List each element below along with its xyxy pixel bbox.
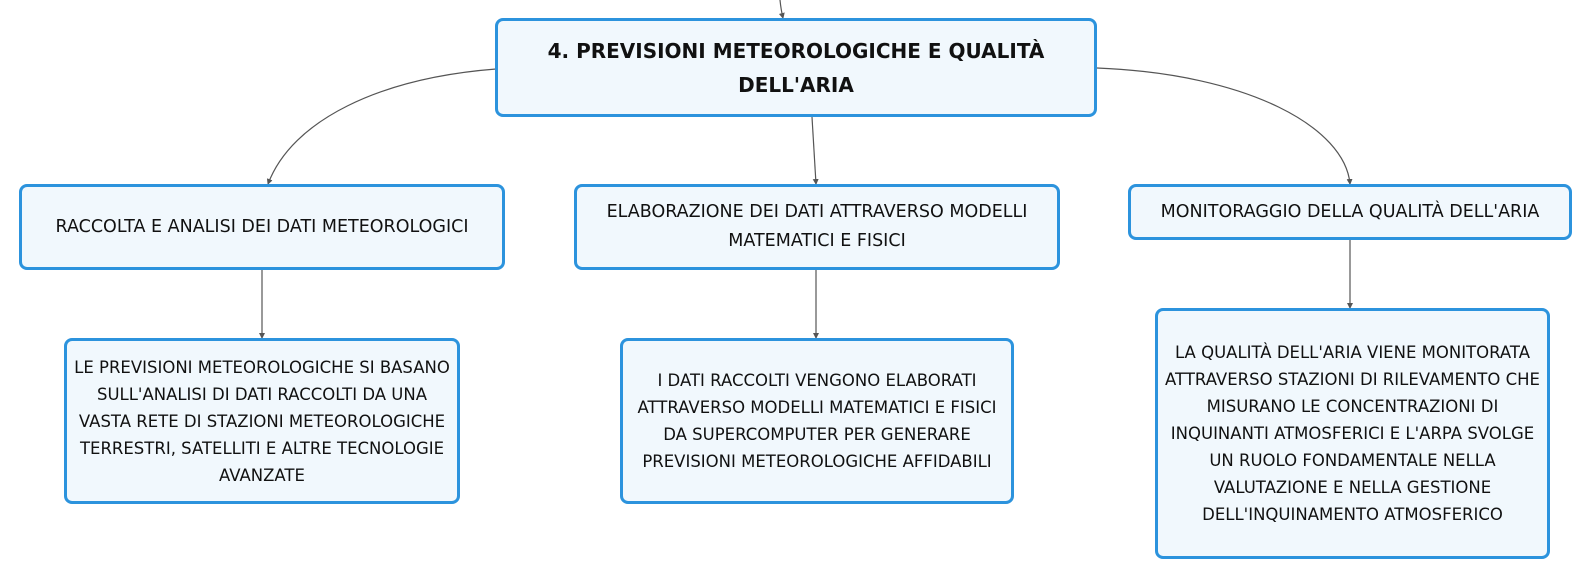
detail-text: LE PREVISIONI METEOROLOGICHE SI BASANO SULL'ANALISI DI DATI RACCOLTI DA UNA VASTA RETE DI STAZIONI METEOROLOGICHE TERRESTRI, SATELLITI E ALTRE TECNOLOGIE AVANZATE xyxy=(74,357,450,485)
branch-title: ELABORAZIONE DEI DATI ATTRAVERSO MODELLI MATEMATICI E FISICI xyxy=(606,202,1028,251)
branch-node-data-processing[interactable] xyxy=(574,184,1060,270)
detail-node-data-collection[interactable] xyxy=(64,338,460,504)
connector-central-to-branch-1 xyxy=(268,69,496,184)
branch-node-data-collection[interactable] xyxy=(19,184,505,270)
connector-from-parent xyxy=(780,0,783,18)
connector-central-to-branch-2 xyxy=(812,117,816,184)
central-topic-text: 4. PREVISIONI METEOROLOGICHE E QUALITÀ DELL'ARIA xyxy=(547,38,1045,97)
detail-node-data-processing[interactable] xyxy=(620,338,1014,504)
connector-central-to-branch-3 xyxy=(1097,68,1350,184)
detail-node-air-quality-monitoring[interactable] xyxy=(1155,308,1550,559)
detail-text: I DATI RACCOLTI VENGONO ELABORATI ATTRAVERSO MODELLI MATEMATICI E FISICI DA SUPERCOMPUTER PER GENERARE PREVISIONI METEOROLOGICHE AFFIDABILI xyxy=(637,371,997,471)
central-topic-node[interactable] xyxy=(495,18,1097,117)
branch-title: RACCOLTA E ANALISI DEI DATI METEOROLOGICI xyxy=(55,216,469,237)
branch-node-air-quality-monitoring[interactable] xyxy=(1128,184,1572,240)
branch-title: MONITORAGGIO DELLA QUALITÀ DELL'ARIA xyxy=(1160,201,1540,222)
detail-text: LA QUALITÀ DELL'ARIA VIENE MONITORATA ATTRAVERSO STAZIONI DI RILEVAMENTO CHE MISURANO LE CONCENTRAZIONI DI INQUINANTI ATMOSFERICI E L'ARPA SVOLGE UN RUOLO FONDAMENTALE NELLA VALUTAZIONE E NELLA GESTIONE DELL'INQUINAMENTO ATMOSFERICO xyxy=(1165,343,1540,524)
